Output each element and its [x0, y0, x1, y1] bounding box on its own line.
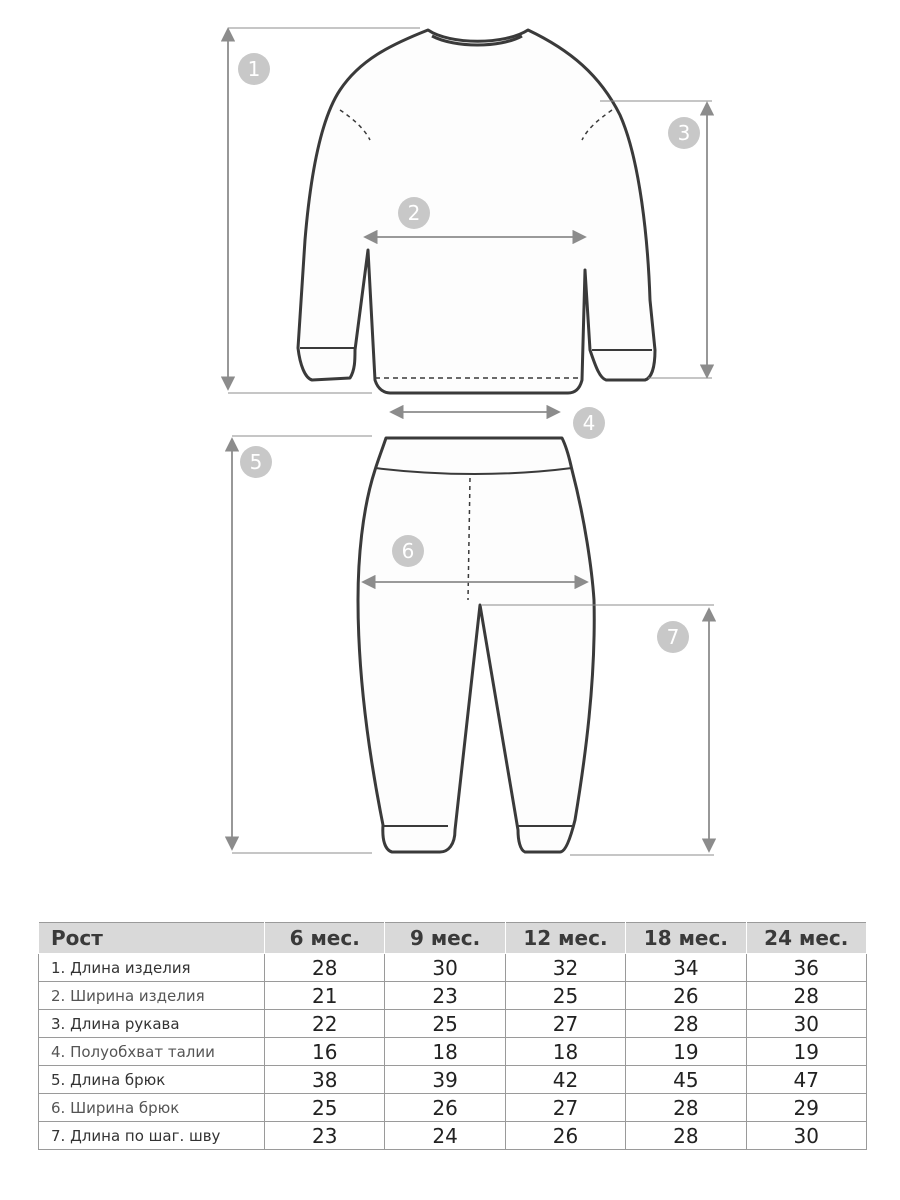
- marker-2-label: 2: [407, 201, 421, 225]
- header-size-12m: 12 мес.: [505, 923, 625, 954]
- marker-3: [668, 117, 700, 149]
- table-cell: 18: [385, 1038, 505, 1066]
- marker-3-label: 3: [677, 121, 691, 145]
- table-header-row: [39, 923, 867, 954]
- table-cell: 47: [746, 1066, 866, 1094]
- table-cell: 25: [385, 1010, 505, 1038]
- table-cell: 42: [505, 1066, 625, 1094]
- table-row: [39, 1066, 867, 1094]
- marker-7-label: 7: [666, 625, 680, 649]
- marker-6: [392, 535, 424, 567]
- table-row: [39, 1038, 867, 1066]
- table-cell: 45: [626, 1066, 746, 1094]
- table-cell: 24: [385, 1122, 505, 1150]
- marker-1-label: 1: [247, 57, 261, 81]
- header-size-18m: 18 мес.: [626, 923, 746, 954]
- table-cell: 28: [626, 1122, 746, 1150]
- table-cell: 36: [746, 954, 866, 982]
- header-size-24m: 24 мес.: [746, 923, 866, 954]
- table-cell: 30: [385, 954, 505, 982]
- table-row: [39, 954, 867, 982]
- table-cell: 28: [626, 1094, 746, 1122]
- table-row: [39, 1010, 867, 1038]
- header-size-9m: 9 мес.: [385, 923, 505, 954]
- row-label: 5. Длина брюк: [39, 1066, 265, 1094]
- table-cell: 26: [505, 1122, 625, 1150]
- table-cell: 28: [626, 1010, 746, 1038]
- size-chart: [38, 922, 866, 1150]
- row-label: 6. Ширина брюк: [39, 1094, 265, 1122]
- table-cell: 23: [385, 982, 505, 1010]
- header-size-6m: 6 мес.: [265, 923, 385, 954]
- table-cell: 27: [505, 1010, 625, 1038]
- table-cell: 29: [746, 1094, 866, 1122]
- size-table: [38, 922, 867, 1150]
- table-cell: 26: [626, 982, 746, 1010]
- table-cell: 27: [505, 1094, 625, 1122]
- table-cell: 18: [505, 1038, 625, 1066]
- table-cell: 25: [505, 982, 625, 1010]
- row-label: 1. Длина изделия: [39, 954, 265, 982]
- row-label: 2. Ширина изделия: [39, 982, 265, 1010]
- table-cell: 28: [746, 982, 866, 1010]
- table-row: [39, 1122, 867, 1150]
- marker-7: [657, 621, 689, 653]
- table-cell: 30: [746, 1122, 866, 1150]
- table-cell: 34: [626, 954, 746, 982]
- table-cell: 25: [265, 1094, 385, 1122]
- table-cell: 16: [265, 1038, 385, 1066]
- pants-drawing: [358, 438, 594, 852]
- table-cell: 22: [265, 1010, 385, 1038]
- marker-5: [240, 446, 272, 478]
- row-label: 7. Длина по шаг. шву: [39, 1122, 265, 1150]
- marker-4: [573, 407, 605, 439]
- row-label: 3. Длина рукава: [39, 1010, 265, 1038]
- table-cell: 19: [746, 1038, 866, 1066]
- table-cell: 19: [626, 1038, 746, 1066]
- table-cell: 21: [265, 982, 385, 1010]
- table-cell: 38: [265, 1066, 385, 1094]
- marker-6-label: 6: [401, 539, 415, 563]
- marker-4-label: 4: [582, 411, 596, 435]
- header-height: Рост: [39, 923, 265, 954]
- table-cell: 23: [265, 1122, 385, 1150]
- row-label: 4. Полуобхват талии: [39, 1038, 265, 1066]
- marker-5-label: 5: [249, 450, 263, 474]
- marker-2: [398, 197, 430, 229]
- table-cell: 28: [265, 954, 385, 982]
- table-cell: 39: [385, 1066, 505, 1094]
- table-row: [39, 982, 867, 1010]
- sweatshirt-drawing: [298, 30, 655, 393]
- table-cell: 26: [385, 1094, 505, 1122]
- table-row: [39, 1094, 867, 1122]
- marker-1: [238, 53, 270, 85]
- table-cell: 32: [505, 954, 625, 982]
- table-cell: 30: [746, 1010, 866, 1038]
